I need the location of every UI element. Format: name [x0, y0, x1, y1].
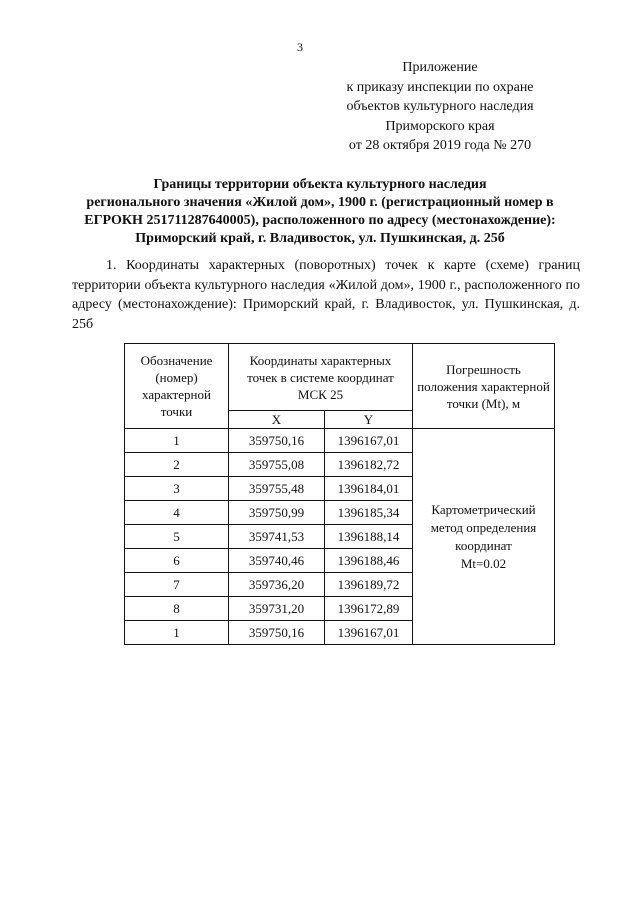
method-line-3: координат	[455, 537, 512, 553]
appendix-line-1: Приложение	[402, 60, 478, 75]
cell-x: 359755,48	[229, 477, 325, 501]
title-line-3: ЕГРОКН 251711287640005), расположенного по адресу (местонахождение):	[84, 213, 556, 228]
section-paragraph: 1. Координаты характерных (поворотных) точек к карте (схеме) границ территории объекта культурного наследия «Жилой дом», 1900 г., расположенного по адресу (местонахождение): Приморский край, г. Владивосток, ул. Пушкинская, д. 25б	[72, 258, 580, 332]
cell-y: 1396182,72	[325, 453, 413, 477]
cell-x: 359736,20	[229, 573, 325, 597]
appendix-header	[310, 58, 570, 156]
header-accuracy: Погрешность положения характерной точки (Mt), м	[413, 344, 555, 429]
title-line-4: Приморский край, г. Владивосток, ул. Пушкинская, д. 25б	[135, 231, 505, 246]
cell-y: 1396188,14	[325, 525, 413, 549]
method-line-2: метод определения	[430, 519, 537, 535]
title-line-1: Границы территории объекта культурного наследия	[153, 177, 487, 192]
header-y: Y	[325, 411, 413, 429]
cell-y: 1396188,46	[325, 549, 413, 573]
cell-y: 1396184,01	[325, 477, 413, 501]
cell-point: 4	[125, 501, 229, 525]
header-x: X	[229, 411, 325, 429]
cell-point: 2	[125, 453, 229, 477]
table-row	[125, 429, 555, 453]
cell-method	[413, 429, 555, 645]
cell-y: 1396172,89	[325, 597, 413, 621]
cell-x: 359750,16	[229, 429, 325, 453]
cell-x: 359741,53	[229, 525, 325, 549]
header-point: Обозначение (номер) характерной точки	[125, 344, 229, 429]
cell-x: 359740,46	[229, 549, 325, 573]
appendix-line-2: к приказу инспекции по охране	[346, 79, 534, 95]
cell-point: 1	[125, 621, 229, 645]
page-number: 3	[297, 40, 303, 54]
cell-x: 359750,99	[229, 501, 325, 525]
cell-point: 3	[125, 477, 229, 501]
cell-x: 359731,20	[229, 597, 325, 621]
document-title	[70, 176, 570, 248]
coordinates-table	[124, 343, 555, 645]
cell-point: 7	[125, 573, 229, 597]
cell-point: 1	[125, 429, 229, 453]
appendix-line-3: объектов культурного наследия	[346, 99, 534, 114]
cell-x: 359750,16	[229, 621, 325, 645]
appendix-line-5: от 28 октября 2019 года № 270	[348, 138, 532, 153]
appendix-line-4: Приморского края	[385, 118, 495, 134]
cell-point: 8	[125, 597, 229, 621]
cell-x: 359755,08	[229, 453, 325, 477]
cell-point: 6	[125, 549, 229, 573]
cell-y: 1396189,72	[325, 573, 413, 597]
method-line-4: Mt=0.02	[460, 555, 507, 571]
cell-y: 1396167,01	[325, 429, 413, 453]
method-line-1: Картометрический	[431, 501, 536, 517]
header-coordinates: Координаты характерных точек в системе координат МСК 25	[229, 344, 413, 411]
title-line-2: регионального значения «Жилой дом», 1900 г. (регистрационный номер в	[86, 195, 554, 210]
cell-y: 1396185,34	[325, 501, 413, 525]
cell-y: 1396167,01	[325, 621, 413, 645]
cell-point: 5	[125, 525, 229, 549]
